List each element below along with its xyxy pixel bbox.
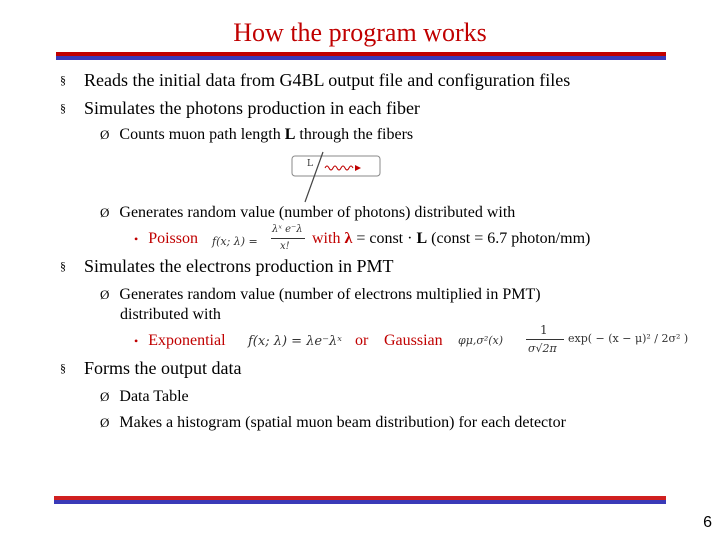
page-number: 6 <box>703 514 712 531</box>
const-text: = const · <box>352 230 417 247</box>
fiber-path-diagram <box>285 150 385 206</box>
gaussian-label: Gaussian <box>384 332 443 349</box>
exponential-label: Exponential <box>148 332 226 349</box>
poisson-formula-left: f(x; λ) = <box>212 235 258 248</box>
const-value: (const = 6.7 photon/mm) <box>427 230 591 247</box>
bullet-3 <box>60 256 393 277</box>
square-bullet-icon: § <box>60 259 66 273</box>
sub-text: Generates random value (number of electrons multiplied in PMT) <box>119 286 541 303</box>
poisson-line <box>134 230 198 248</box>
gaussian-formula-left: φμ,σ²(x) <box>458 334 504 347</box>
sub-text: Counts muon path length <box>119 126 285 143</box>
path-length-symbol: L <box>284 126 296 143</box>
dot-bullet-icon: • <box>134 232 139 246</box>
sub-text: Generates random value (number of photons) distributed with <box>119 204 516 221</box>
bullet-2 <box>60 98 420 119</box>
poisson-formula-numerator: λˣ e⁻λ <box>272 224 303 235</box>
or-text: or <box>355 332 369 349</box>
bullet-4-sub-2 <box>100 414 566 432</box>
square-bullet-icon: § <box>60 73 66 87</box>
dot-bullet-icon: • <box>134 334 139 348</box>
arrow-bullet-icon: Ø <box>100 287 110 302</box>
bullet-1 <box>60 70 570 91</box>
gaussian-formula-numerator: 1 <box>540 323 548 337</box>
square-bullet-icon: § <box>60 361 66 375</box>
exponential-formula: f(x; λ) = λe⁻λˣ <box>248 334 342 349</box>
photon-arrow <box>355 165 361 171</box>
arrow-bullet-icon: Ø <box>100 415 110 430</box>
arrow-bullet-icon: Ø <box>100 205 110 220</box>
slide-title: How the program works <box>233 18 487 47</box>
bullet-4-sub-1 <box>100 388 189 406</box>
gaussian-fraction-bar <box>526 339 564 340</box>
bullet-4-text: Forms the output data <box>84 358 242 378</box>
gaussian-formula-denominator: σ√2π <box>528 342 557 355</box>
poisson-formula-denominator: x! <box>280 241 290 252</box>
with-text: with <box>312 230 345 247</box>
poisson-fraction-bar <box>271 238 305 239</box>
poisson-label: Poisson <box>148 230 198 247</box>
arrow-bullet-icon: Ø <box>100 389 110 404</box>
bullet-2-sub-1 <box>100 126 413 144</box>
lambda-symbol: λ <box>344 230 353 247</box>
gaussian-formula-right: exp( − (x − μ)² / 2σ² ) <box>568 332 689 345</box>
bullet-1-text: Reads the initial data from G4BL output file and configuration files <box>84 70 571 90</box>
sub-text: Data Table <box>119 388 189 405</box>
bullet-4 <box>60 358 241 379</box>
photon-wave <box>325 166 353 170</box>
bullet-2-sub-2 <box>100 204 515 222</box>
const-L-symbol: L <box>416 230 428 247</box>
fig-L-label: L <box>307 159 313 169</box>
bullet-3-text: Simulates the electrons production in PMT <box>84 256 394 276</box>
bullet-3-sub-1-line2: distributed with <box>120 306 221 323</box>
square-bullet-icon: § <box>60 101 66 115</box>
title-rule-blue <box>56 56 666 60</box>
sub-text-post: through the fibers <box>295 126 414 143</box>
lambda-definition <box>312 230 590 248</box>
exponential-line <box>134 332 226 350</box>
footer-rule-blue <box>54 500 666 504</box>
arrow-bullet-icon: Ø <box>100 127 110 142</box>
bullet-3-sub-1 <box>100 286 541 304</box>
sub-text: Makes a histogram (spatial muon beam distribution) for each detector <box>119 414 566 431</box>
bullet-2-text: Simulates the photons production in each fiber <box>84 98 420 118</box>
